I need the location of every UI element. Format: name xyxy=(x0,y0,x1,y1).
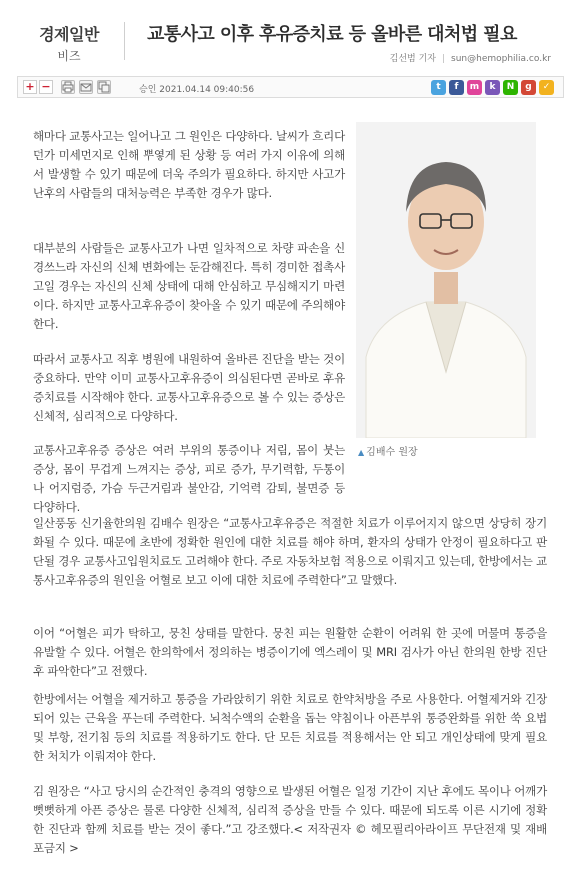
naver-share-icon[interactable]: N xyxy=(503,80,518,95)
font-size-decrease-button[interactable]: − xyxy=(39,80,53,94)
approval-date xyxy=(139,82,254,95)
reporter-name: 김선범 기자 xyxy=(389,54,436,64)
print-icon[interactable] xyxy=(61,80,75,94)
article-paragraph: 김 원장은 “사고 당시의 순간적인 충격의 영향으로 발생된 어혈은 일정 기간이 지난 후에도 목이나 어깨가 뻣뻣하게 아픈 증상은 물론 다양한 신체적, 심리적 증상을 만들 수 있다. 때문에 되도록 이른 시기에 정확한 진단과 함께 치료를 받는 것이 좋다.”고 강조했다.< 저작권자 © 헤모필리아라이프 무단전재 및 재배포금지 > xyxy=(33,784,547,855)
article-header xyxy=(0,0,571,76)
reporter-email[interactable]: sun@hemophilia.co.kr xyxy=(451,54,551,64)
caption-text: 김배수 원장 xyxy=(366,447,418,458)
me2day-share-icon[interactable]: m xyxy=(467,80,482,95)
article-paragraph: 해마다 교통사고는 일어나고 그 원인은 다양하다. 날씨가 흐리다던가 미세먼지로 인해 뿌옇게 된 상황 등 여러 가지 이유에 의해서 발생할 수 있기 때문에 더욱 주의가 필요하다. 하지만 사고가 난후의 사람들의 대처능력은 부족한 경우가 많다. xyxy=(33,129,345,200)
article-paragraph: 이어 “어혈은 피가 탁하고, 뭉친 상태를 말한다. 뭉친 피는 원활한 순환이 어려워 한 곳에 머물며 통증을 유발할 수 있다. 어혈은 한의학에서 정의하는 병증이기에 엑스레이 및 MRI 검사가 아닌 한의원 한방 진단 후 파악한다”고 전했다. xyxy=(33,626,547,678)
email-icon[interactable] xyxy=(79,80,93,94)
bookmark-share-icon[interactable]: ✓ xyxy=(539,80,554,95)
article-paragraph: 따라서 교통사고 직후 병원에 내원하여 올바른 진단을 받는 것이 중요하다. 만약 이미 교통사고후유증이 의심된다면 곧바로 후유증치료를 시작해야 한다. 교통사고후유증으로 볼 수 있는 증상은 신체적, 심리적으로 다양하다. xyxy=(33,352,345,423)
googleplus-share-icon[interactable]: g xyxy=(521,80,536,95)
section-label xyxy=(30,22,108,64)
kakaostory-share-icon[interactable]: k xyxy=(485,80,500,95)
twitter-share-icon[interactable]: t xyxy=(431,80,446,95)
byline xyxy=(390,51,551,64)
date-label: 승인 xyxy=(139,85,157,95)
caption-marker-icon: ▲ xyxy=(358,448,365,457)
article-headline: 교통사고 이후 후유증치료 등 올바른 대처법 필요 xyxy=(147,24,517,45)
header-divider xyxy=(124,22,125,60)
photo-caption xyxy=(358,443,418,458)
article-paragraph: 일산풍동 신기율한의원 김배수 원장은 “교통사고후유증은 적절한 치료가 이루어지지 않으면 상당히 장기화될 수 있다. 때문에 초반에 정확한 원인에 대한 치료를 해야 하며, 환자의 상태가 안정이 필요하다고 판단될 경우 교통사고입원치료도 고려해야 한다. 주로 자동차보험 적용으로 이뤄지고 있는데, 한방에서는 교통사고후유증의 원인을 어혈로 보고 이에 대한 치료에 주력한다”고 말했다. xyxy=(33,516,548,587)
article-paragraph: 대부분의 사람들은 교통사고가 나면 일차적으로 차량 파손을 신경쓰느라 자신의 신체 변화에는 둔감해진다. 특히 경미한 접촉사고일 경우는 자신의 신체 상태에 대해 안심하고 무심해지기 마련이다. 하지만 교통사고후유증이 찾아올 수 있기 때문에 주의해야 한다. xyxy=(33,241,345,331)
doctor-photo xyxy=(356,122,536,438)
byline-divider: | xyxy=(441,54,446,64)
article-paragraph: 한방에서는 어혈을 제거하고 통증을 가라앉히기 위한 치료로 한약처방을 주로 사용한다. 어혈제거와 긴장되어 있는 근육을 푸는데 주력한다. 뇌척수액의 순환을 돕는 약침이나 아픈부위 통증완화를 위한 쑥 요법 및 부항, 전기침 등의 치료를 적용하기도 한다. 단 모든 치료를 적용해서는 안 되고 개인상태에 맞게 필요한 처치가 이뤄져야 한다. xyxy=(33,692,547,763)
section-main[interactable]: 경제일반 xyxy=(39,25,99,44)
font-size-increase-button[interactable]: + xyxy=(23,80,37,94)
copy-icon[interactable] xyxy=(97,80,111,94)
section-sub[interactable]: 비즈 xyxy=(57,49,81,63)
article-toolbar xyxy=(17,76,564,98)
article-paragraph: 교통사고후유증 증상은 여러 부위의 통증이나 저림, 몸이 붓는 증상, 몸이 무겁게 느껴지는 증상, 피로 증가, 무기력함, 두통이나 어지럼증, 가슴 두근거림과 불안감, 기억력 감퇴, 불면증 등 다양하다. xyxy=(33,443,345,514)
facebook-share-icon[interactable]: f xyxy=(449,80,464,95)
date-value: 2021.04.14 09:40:56 xyxy=(159,85,255,95)
